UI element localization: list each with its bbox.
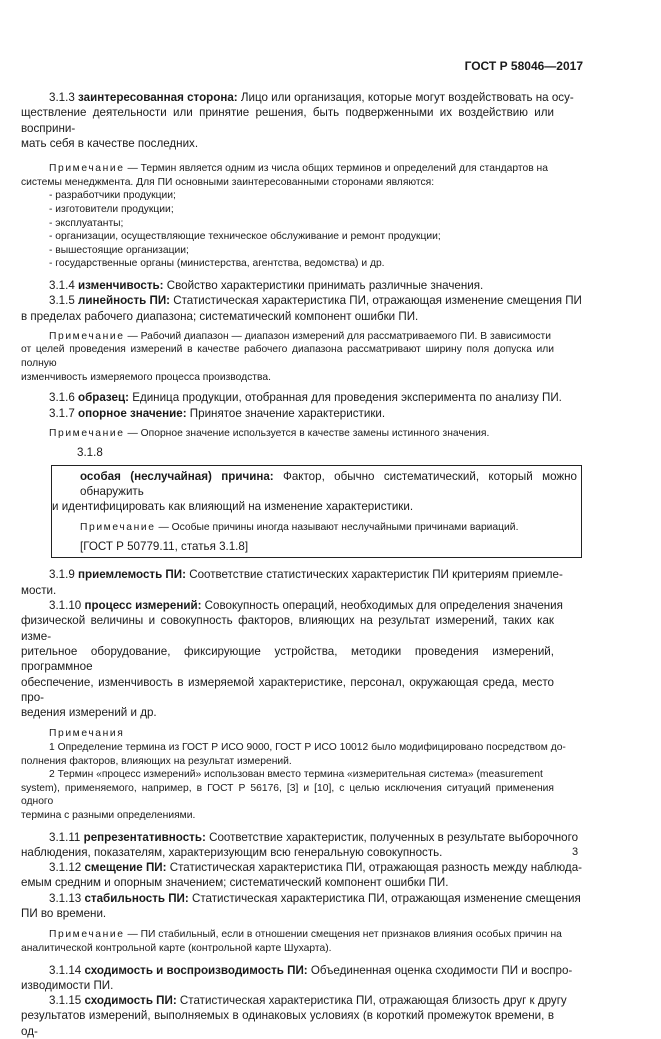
list-item: - эксплуатанты;: [49, 217, 124, 229]
term-3-1-8-number: 3.1.8: [77, 446, 103, 460]
term-3-1-11: 3.1.11 репрезентативность: Соответствие характеристик, полученных в результате выборочного наблюдения, показателям, характеризующим всю генеральную совокупность.: [21, 830, 579, 859]
list-item: - вышестоящие организации;: [49, 244, 189, 256]
term-3-1-8: особая (неслучайная) причина: Фактор, обычно систематический, который можно обнаружить и идентифицировать как влияющий на изменение характеристики.: [52, 469, 577, 514]
list-item: - изготовители продукции;: [49, 203, 174, 215]
source-reference: [ГОСТ Р 50779.11, статья 3.1.8]: [80, 540, 249, 554]
note-3-1-13: Примечание — ПИ стабильный, если в отношении смещения нет признаков влияния особых причин на аналитической контрольной карте (контрольной карте Шухарта).: [21, 929, 562, 954]
term-3-1-14: 3.1.14 сходимость и воспроизводимость ПИ: Объединенная оценка сходимости ПИ и воспро- изводимости ПИ.: [21, 963, 573, 992]
note-3-1-8: Примечание — Особые причины иногда называют неслучайными причинами вариаций.: [80, 521, 519, 533]
standard-code: ГОСТ Р 58046—2017: [464, 59, 583, 73]
term-3-1-12: 3.1.12 смещение ПИ: Статистическая характеристика ПИ, отражающая разность между наблюда- емым средним и опорным значением; систематический компонент ошибки ПИ.: [21, 861, 583, 890]
page-number: 3: [572, 846, 579, 858]
stakeholder-list: [49, 189, 582, 271]
term-3-1-6: 3.1.6 образец: Единица продукции, отобранная для проведения эксперимента по анализу ПИ.: [49, 391, 562, 405]
document-body: [21, 90, 583, 1039]
term-3-1-9: 3.1.9 приемлемость ПИ: Соответствие статистических характеристик ПИ критериям приемле- мости.: [21, 568, 563, 597]
term-3-1-3: 3.1.3 заинтересованная сторона: Лицо или организация, которые могут воздействовать на осу- ществление деятельности или принятие решения, быть подверженными их воздействию или восприни- мать себя в качестве последних.: [21, 91, 574, 150]
note-3-1-7: Примечание — Опорное значение используется в качестве замены истинного значения.: [49, 427, 490, 439]
term-3-1-8-box: [51, 465, 582, 559]
note-3-1-3: Примечание — Термин является одним из числа общих терминов и определений для стандартов на системы менеджмента. Для ПИ основными заинтересованными сторонами являются:: [21, 163, 548, 188]
term-3-1-4: 3.1.4 изменчивость: Свойство характеристики принимать различные значения.: [49, 278, 484, 292]
term-3-1-5: 3.1.5 линейность ПИ: Статистическая характеристика ПИ, отражающая изменение смещения ПИ в пределах рабочего диапазона; систематический компонент ошибки ПИ.: [21, 294, 582, 323]
term-3-1-13: 3.1.13 стабильность ПИ: Статистическая характеристика ПИ, отражающая изменение смещения ПИ во времени.: [21, 891, 581, 921]
list-item: - разработчики продукции;: [49, 190, 176, 202]
list-item: - организации, осуществляющие техническое обслуживание и ремонт продукции;: [49, 231, 441, 243]
term-3-1-15: 3.1.15 сходимость ПИ: Статистическая характеристика ПИ, отражающая близость друг к другу результатов измерений, выполняемых в одинаковых условиях (в короткий промежуток времени, в од-: [21, 994, 567, 1038]
note-3-1-5: Примечание — Рабочий диапазон — диапазон измерений для рассматриваемого ПИ. В зависимости от целей проведения измерений в качестве рабочего диапазона рассматривают ширину поля допуска или полную изменчивость измеряемого процесса производства.: [21, 330, 554, 383]
term-3-1-7: 3.1.7 опорное значение: Принятое значение характеристики.: [49, 406, 386, 420]
term-3-1-10: 3.1.10 процесс измерений: Совокупность операций, необходимых для определения значения физической величины и совокупность факторов, влияющих на результат измерений, таких как изме- рительное оборудование, фиксирующие устройства, методики проведения измерений, программное обеспечение, изменчивость в измеряемой характеристике, персонал, окружающая среда, место про- ведения измерений и др.: [21, 599, 563, 720]
notes-3-1-10: Примечания 1 Определение термина из ГОСТ Р ИСО 9000, ГОСТ Р ИСО 10012 было модифицировано посредством до- полнения факторов, влияющих на результат измерений. 2 Термин «процесс измерений» использован вместо термина «измерительная система» (measurement system), применяемого, например, в ГОСТ Р 56176, [3] и [10], с целью исключения ситуаций применения одного термина с разными определениями.: [21, 728, 566, 821]
list-item: - государственные органы (министерства, агентства, ведомства) и др.: [49, 258, 385, 270]
